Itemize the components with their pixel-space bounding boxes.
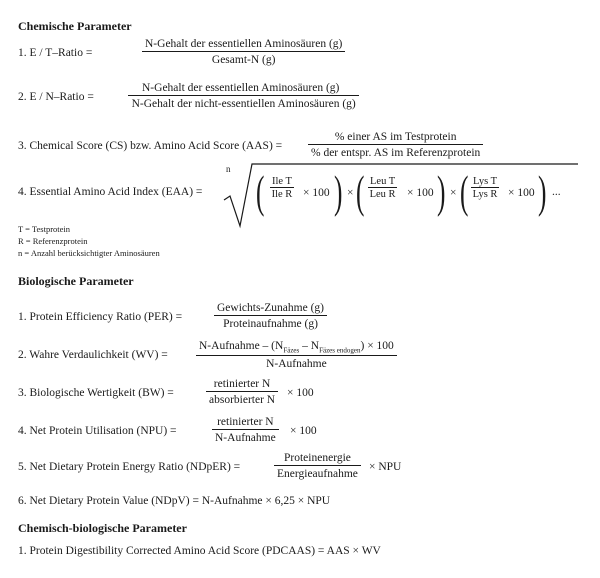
formula-per-numerator: Gewichts-Zunahme (g): [214, 302, 327, 316]
formula-wv-label: 2. Wahre Verdaulichkeit (WV) =: [18, 349, 168, 361]
formula-npu-numerator: retinierter N: [212, 416, 279, 430]
formula-bw-denominator: absorbierter N: [209, 394, 276, 406]
formula-ndper-denominator: Energieaufnahme: [277, 468, 358, 480]
formula-pdcaas: 1. Protein Digestibility Corrected Amino Acid Score (PDCAAS) = AAS × WV: [18, 545, 381, 557]
formula-wv-numerator: N-Aufnahme – $(N_{Fäzes} - N_{Fäzes endogen}) \times 100$: [196, 340, 397, 356]
formula-et-ratio-fraction: [142, 38, 345, 66]
formula-eaa-label: 4. Essential Amino Acid Index (EAA) =: [18, 186, 203, 198]
formula-bw-label: 3. Biologische Wertigkeit (BW) =: [18, 387, 174, 399]
formula-chemical-score-numerator: % einer AS im Testprotein: [308, 131, 483, 145]
legend-test: T = Testprotein: [18, 224, 71, 234]
legend-n: n = Anzahl berücksichtigter Aminosäuren: [18, 248, 160, 258]
formula-wv-fraction: [196, 340, 397, 370]
eaa-times100-3: × 100: [508, 187, 535, 199]
formula-ndpv: 6. Net Dietary Protein Value (NDpV) = N-Aufnahme × 6,25 × NPU: [18, 495, 331, 507]
formula-npu-tail: × 100: [290, 425, 317, 437]
formula-en-ratio-label: 2. E / N–Ratio =: [18, 91, 94, 103]
formula-bw-tail: × 100: [287, 387, 314, 399]
formula-ndper-tail: × NPU: [369, 461, 402, 473]
formula-en-ratio-denominator: N-Gehalt der nicht-essentiellen Aminosäuren (g): [131, 98, 356, 110]
formula-et-ratio-denominator: Gesamt-N (g): [211, 54, 276, 66]
formula-npu-fraction: [212, 416, 279, 444]
formula-et-ratio-numerator: N-Gehalt der essentiellen Aminosäuren (g): [142, 38, 345, 52]
eaa-leu-ref: Leu R: [369, 189, 396, 200]
formula-per-fraction: [214, 302, 327, 330]
legend-reference: R = Referenzprotein: [18, 236, 88, 246]
formula-en-ratio-fraction: [128, 82, 359, 110]
section-heading-chemical: Chemische Parameter: [18, 19, 132, 33]
eaa-term-leu: [368, 176, 397, 200]
formula-ndper-label: 5. Net Dietary Protein Energy Ratio (NDpER) =: [18, 461, 241, 473]
eaa-leu-test: Leu T: [370, 176, 396, 187]
eaa-times-1: ×: [347, 187, 354, 199]
formula-chemical-score-fraction: [308, 131, 483, 159]
formula-wv-denominator: N-Aufnahme: [266, 358, 327, 371]
section-heading-chembio: Chemisch-biologische Parameter: [18, 521, 187, 535]
formula-en-ratio-numerator: N-Gehalt der essentiellen Aminosäuren (g): [128, 82, 359, 96]
formula-eaa-root-index: n: [226, 164, 231, 174]
eaa-lys-test: Lys T: [473, 176, 498, 187]
formula-per-denominator: Proteinaufnahme (g): [223, 318, 318, 330]
eaa-times100-2: × 100: [407, 187, 434, 199]
eaa-lys-ref: Lys R: [472, 189, 498, 200]
formula-chemical-score-label: 3. Chemical Score (CS) bzw. Amino Acid Score (AAS) =: [18, 140, 283, 152]
eaa-ellipsis: ...: [552, 186, 561, 198]
eaa-times-2: ×: [450, 187, 457, 199]
eaa-term-lys: [471, 176, 499, 200]
formula-bw-numerator: retinierter N: [206, 378, 278, 392]
formula-per-label: 1. Protein Efficiency Ratio (PER) =: [18, 311, 183, 323]
eaa-ile-test: Ile T: [272, 176, 292, 187]
eaa-term-ile: [270, 176, 294, 200]
formula-bw-fraction: [206, 378, 278, 406]
formula-ndper-fraction: [274, 452, 361, 480]
eaa-times100-1: × 100: [303, 187, 330, 199]
eaa-ile-ref: Ile R: [271, 189, 293, 200]
section-heading-biological: Biologische Parameter: [18, 274, 134, 288]
formula-chemical-score-denominator: % der entspr. AS im Referenzprotein: [311, 147, 481, 159]
formula-npu-label: 4. Net Protein Utilisation (NPU) =: [18, 425, 177, 437]
formula-ndper-numerator: Proteinenergie: [274, 452, 361, 466]
formula-npu-denominator: N-Aufnahme: [215, 432, 276, 444]
formula-et-ratio-label: 1. E / T–Ratio =: [18, 47, 93, 59]
